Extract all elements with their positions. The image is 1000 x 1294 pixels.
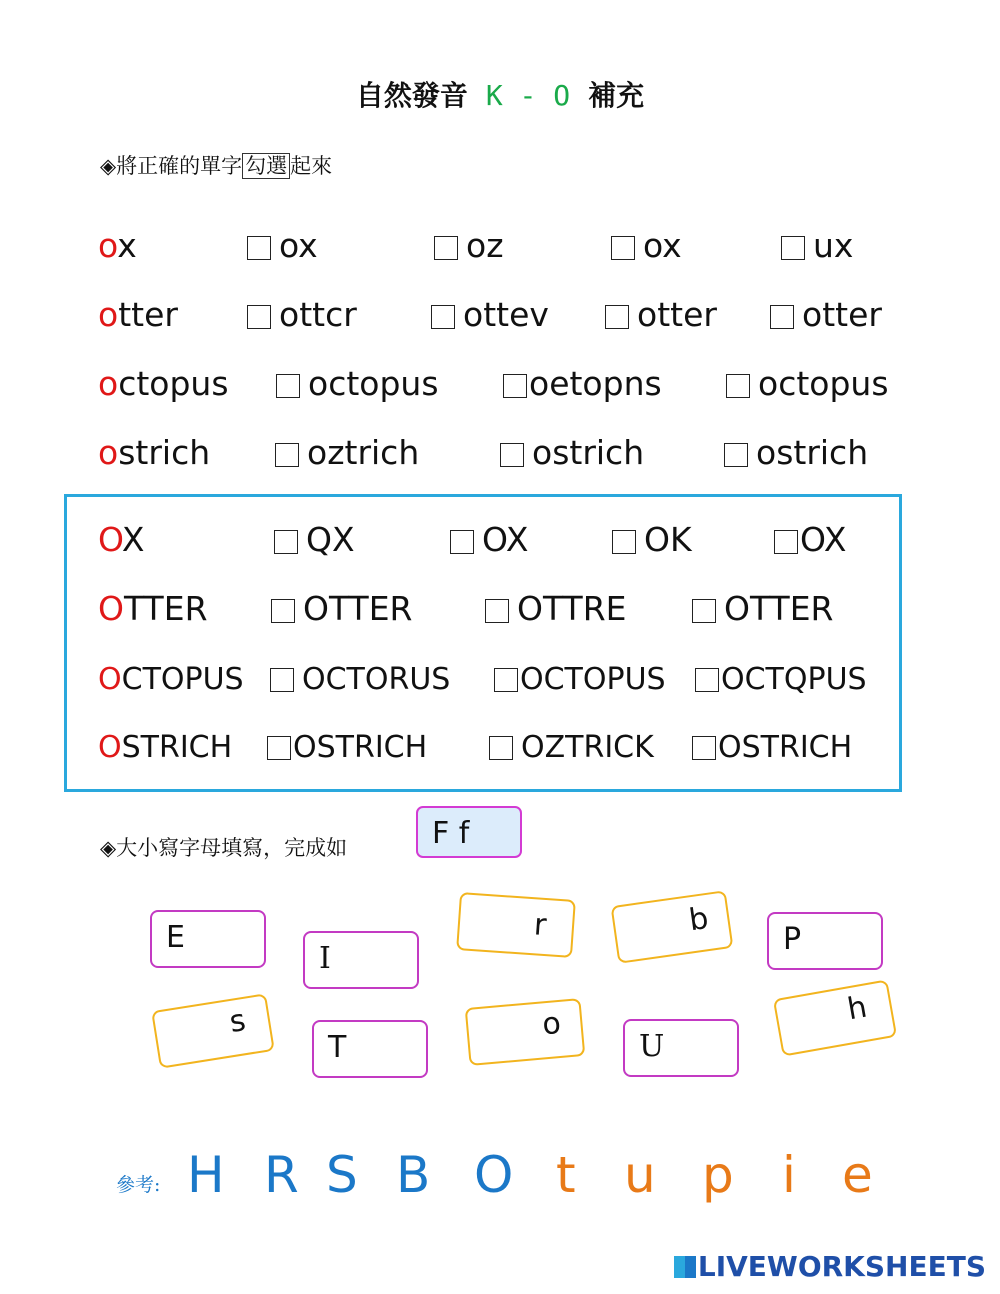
reference-letter: t <box>556 1146 576 1204</box>
checkbox[interactable] <box>271 599 295 623</box>
letter-card-T[interactable] <box>312 1020 428 1078</box>
option-label: ux <box>813 226 854 265</box>
card-letter: h <box>844 989 870 1028</box>
checkbox[interactable] <box>494 668 518 692</box>
target-first-letter: o <box>98 433 119 472</box>
option-row2-4[interactable] <box>770 295 882 335</box>
option-row2-1[interactable] <box>247 295 357 335</box>
checkbox[interactable] <box>434 236 458 260</box>
option-label: OSTRICH <box>293 730 428 765</box>
option-row5-4[interactable] <box>774 520 846 560</box>
card-letter: b <box>686 901 711 939</box>
checkbox[interactable] <box>612 530 636 554</box>
option-row3-2[interactable] <box>503 364 662 404</box>
checkbox[interactable] <box>270 668 294 692</box>
reference-letters <box>0 1140 1000 1210</box>
reference-letter: H <box>187 1146 225 1204</box>
option-row8-1[interactable] <box>267 728 427 768</box>
checkbox[interactable] <box>605 305 629 329</box>
target-first-letter: O <box>98 589 124 628</box>
target-word-OSTRICH <box>98 728 232 768</box>
target-word-OTTER <box>98 589 208 629</box>
reference-letter: u <box>624 1146 656 1204</box>
letter-card-s[interactable] <box>151 993 275 1068</box>
target-first-letter: o <box>98 226 118 265</box>
target-first-letter: O <box>98 730 122 765</box>
card-letter: E <box>166 920 185 955</box>
target-rest: ctopus <box>118 364 229 403</box>
checkbox[interactable] <box>724 443 748 467</box>
option-row4-3[interactable] <box>724 433 868 473</box>
option-row1-1[interactable] <box>247 226 318 266</box>
letter-card-o[interactable] <box>465 998 586 1066</box>
reference-letter: p <box>702 1146 734 1204</box>
option-row5-3[interactable] <box>612 520 692 560</box>
checkbox[interactable] <box>450 530 474 554</box>
letter-card-U[interactable] <box>623 1019 739 1077</box>
card-letter: P <box>783 922 802 957</box>
card-letter: r <box>532 907 548 944</box>
option-label: OTTER <box>724 589 834 628</box>
target-first-letter: O <box>98 520 122 559</box>
letter-card-h[interactable] <box>773 979 897 1056</box>
target-word-OX <box>98 520 144 560</box>
reference-letter: e <box>842 1146 873 1204</box>
option-row8-2[interactable] <box>489 728 654 768</box>
target-rest: X <box>121 520 145 559</box>
option-label: OX <box>800 520 847 559</box>
target-word-ox <box>98 226 137 266</box>
checkbox[interactable] <box>692 736 716 760</box>
option-label: ox <box>643 226 682 265</box>
letter-card-E[interactable] <box>150 910 266 968</box>
target-rest: tter <box>118 295 178 334</box>
checkbox[interactable] <box>485 599 509 623</box>
checkbox[interactable] <box>692 599 716 623</box>
target-rest: TTER <box>123 589 208 628</box>
target-word-OCTOPUS <box>98 660 244 700</box>
instruction-check-suffix: 起來 <box>290 154 333 178</box>
option-label: ox <box>279 226 318 265</box>
checkbox[interactable] <box>774 530 798 554</box>
option-label: OK <box>644 520 692 559</box>
option-label: octopus <box>758 364 889 403</box>
reference-letter: i <box>782 1146 796 1204</box>
reference-letter: B <box>396 1146 431 1204</box>
option-label: OZTRICK <box>521 730 654 765</box>
option-label: ottev <box>463 295 549 334</box>
checkbox[interactable] <box>503 374 527 398</box>
option-label: ostrich <box>532 433 645 472</box>
option-row4-1[interactable] <box>275 433 419 473</box>
instruction-check <box>100 150 332 180</box>
instruction-check-boxed: 勾選 <box>242 153 290 179</box>
option-row1-3[interactable] <box>611 226 682 266</box>
option-row5-1[interactable] <box>274 520 355 560</box>
title-mid: K - O <box>485 79 571 112</box>
option-label: OCTORUS <box>302 662 451 697</box>
option-label: oztrich <box>307 433 420 472</box>
option-label: ostrich <box>756 433 869 472</box>
option-row6-3[interactable] <box>692 589 834 629</box>
card-letter: T <box>328 1030 347 1065</box>
checkbox[interactable] <box>726 374 750 398</box>
option-row1-2[interactable] <box>434 226 504 266</box>
card-letter: I <box>319 941 331 976</box>
checkbox[interactable] <box>489 736 513 760</box>
option-row6-2[interactable] <box>485 589 627 629</box>
option-label: otter <box>802 295 882 334</box>
reference-label: 參考: <box>116 1174 161 1196</box>
target-word-octopus <box>98 364 229 404</box>
option-label: otter <box>637 295 717 334</box>
option-row5-2[interactable] <box>450 520 528 560</box>
target-word-otter <box>98 295 178 335</box>
reference-letter: O <box>474 1146 514 1204</box>
checkbox[interactable] <box>267 736 291 760</box>
reference-letter: S <box>326 1146 358 1204</box>
title-left: 自然發音 <box>355 79 468 112</box>
target-word-ostrich <box>98 433 210 473</box>
reference-letter: R <box>264 1146 299 1204</box>
option-row7-2[interactable] <box>494 660 666 700</box>
checkbox[interactable] <box>274 530 298 554</box>
option-label: QX <box>306 520 355 559</box>
option-label: OTTRE <box>517 589 627 628</box>
target-first-letter: o <box>98 364 119 403</box>
checkbox[interactable] <box>611 236 635 260</box>
option-label: oetopns <box>529 364 662 403</box>
checkbox[interactable] <box>247 236 271 260</box>
logo-text: LIVEWORKSHEETS <box>697 1250 986 1283</box>
option-label: OCTOPUS <box>520 662 666 697</box>
instruction-check-prefix: ◈將正確的單字 <box>100 154 243 178</box>
checkbox[interactable] <box>275 443 299 467</box>
option-label: OCTQPUS <box>721 662 867 697</box>
option-label: oz <box>466 226 504 265</box>
card-letter: s <box>227 1003 249 1041</box>
instruction-fill: ◈大小寫字母填寫，完成如 <box>100 836 348 860</box>
option-row6-1[interactable] <box>271 589 413 629</box>
page-title <box>0 74 1000 114</box>
option-row7-1[interactable] <box>270 660 450 700</box>
option-label: OTTER <box>303 589 413 628</box>
option-row2-3[interactable] <box>605 295 717 335</box>
target-rest: strich <box>118 433 211 472</box>
checkbox[interactable] <box>781 236 805 260</box>
letter-card-P[interactable] <box>767 912 883 970</box>
option-label: ottcr <box>279 295 357 334</box>
option-row7-3[interactable] <box>695 660 867 700</box>
checkbox[interactable] <box>500 443 524 467</box>
target-rest: CTOPUS <box>121 662 244 697</box>
letter-card-r[interactable] <box>456 892 576 958</box>
target-rest: STRICH <box>121 730 233 765</box>
title-right: 補充 <box>588 79 645 112</box>
liveworksheets-logo <box>674 1250 986 1283</box>
option-label: OX <box>482 520 529 559</box>
checkbox[interactable] <box>770 305 794 329</box>
option-label: OSTRICH <box>718 730 853 765</box>
checkbox[interactable] <box>431 305 455 329</box>
option-row4-2[interactable] <box>500 433 644 473</box>
checkbox[interactable] <box>695 668 719 692</box>
option-label: octopus <box>308 364 439 403</box>
target-first-letter: O <box>98 662 122 697</box>
option-row3-1[interactable] <box>276 364 439 404</box>
checkbox[interactable] <box>247 305 271 329</box>
letter-card-b[interactable] <box>611 890 734 964</box>
card-letter: U <box>639 1029 665 1064</box>
target-first-letter: o <box>98 295 119 334</box>
target-rest: x <box>117 226 137 265</box>
option-row3-3[interactable] <box>726 364 889 404</box>
option-row1-4[interactable] <box>781 226 853 266</box>
checkbox[interactable] <box>276 374 300 398</box>
letter-card-I[interactable] <box>303 931 419 989</box>
option-row2-2[interactable] <box>431 295 549 335</box>
card-letter: o <box>540 1005 563 1043</box>
sample-card: F f <box>416 806 522 858</box>
logo-icon <box>674 1256 696 1278</box>
option-row8-3[interactable] <box>692 728 852 768</box>
